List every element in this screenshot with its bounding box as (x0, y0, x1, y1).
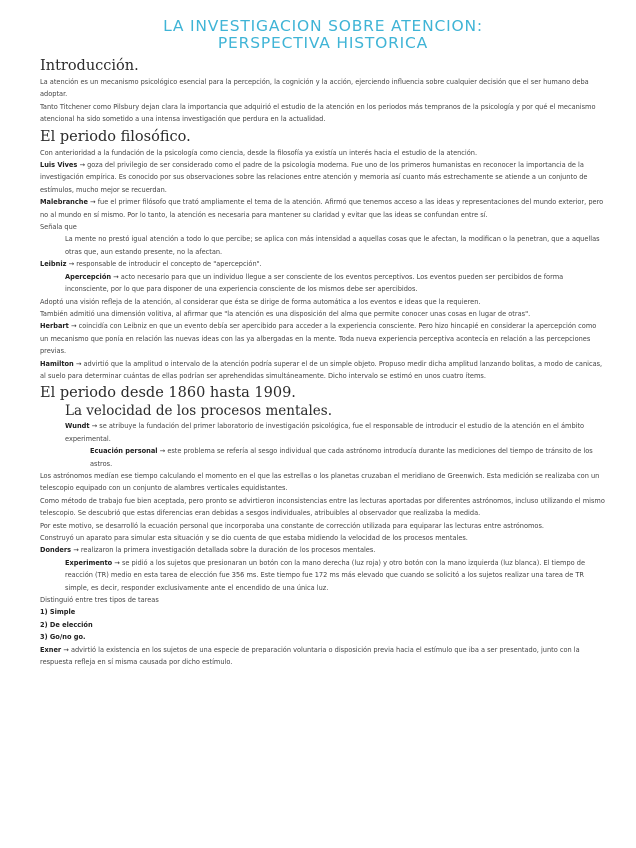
arrow-icon: → (75, 359, 82, 368)
arrow-icon: → (114, 558, 120, 567)
wundt-text: se atribuye la fundación del primer laboratorio de investigación psicológica, fue el responsable de introducir el estudio de la atención en el ámbito experimental. (65, 422, 585, 443)
hamilton-text: advirtió que la amplitud o intervalo de la atención podría superar el de un simple objeto. Propuso medir dicha amplitud lanzando bolitas, a modo de canicas, al suelo para determinar cuántas de ellas podrían ser aprehendidas simultáneamente. Dicho intervalo se estimó en unos cuatro ítems. (40, 359, 603, 380)
term-apercepcion: Apercepción (65, 272, 112, 281)
distinguio-label: Distinguió entre tres tipos de tareas (40, 596, 159, 605)
astro-paragraph-3: Por este motivo, se desarrolló la ecuación personal que incorporaba una constante de corrección utilizada para equiparar las lecturas entre astrónomos. (40, 521, 544, 530)
subheading-velocidad: La velocidad de los procesos mentales. (65, 403, 332, 420)
experimento-text: se pidió a los sujetos que presionaran un botón con la mano derecha (luz roja) y otro botón con la mano izquierda (luz blanca). El tiempo de reacción (TR) medio en esta tarea de elección fue 356 ms. Este tiempo fue 172 ms más elevado que cuando se solicitó a los sujetos realizar una tarea de TR simple, es decir, responder exclusivamente ante el encendido de una única luz. (65, 558, 586, 592)
malebranche-paragraph (40, 196, 606, 221)
exner-text: advirtió la existencia en los sujetos de una especie de preparación voluntaria o disposición previa hacia el estímulo que iba a ser presentado, junto con la respuesta refleja en sí misma causada por dicho estímulo. (40, 645, 580, 667)
ecuacion-paragraph (40, 445, 606, 470)
vives-paragraph (40, 159, 606, 196)
apercepcion-text: acto necesario para que un individuo llegue a ser consciente de los eventos perceptivos. Los eventos pueden ser percibidos de forma inconsciente, por lo que para disponer de una experiencia consciente de los mismos debe ser apercibidos. (65, 272, 564, 294)
arrow-icon: → (159, 447, 166, 456)
arrow-icon: → (79, 161, 85, 170)
term-donders: Donders (40, 546, 72, 555)
leibniz-paragraph (40, 258, 606, 270)
intro-paragraph-1: La atención es un mecanismo psicológico esencial para la percepción, la cognición y la acción, ejerciendo influencia sobre cualquier decisión que el ser humano deba adoptar. (40, 78, 589, 99)
arrow-icon: → (73, 546, 79, 555)
term-wundt: Wundt (65, 422, 90, 431)
title-line-1: LA INVESTIGACION SOBRE ATENCION: (163, 17, 483, 35)
term-herbart: Herbart (40, 322, 69, 331)
astro-paragraph-2: Como método de trabajo fue bien aceptada, pero pronto se advirtieron inconsistencias entre las lecturas aportadas por diferentes astrónomos, incluso utilizando el mismo telescopio. Se descubrió que estas diferencias eran debidas a sesgos individuales, atribuibles al observador que realizaba la medida. (40, 496, 605, 518)
heading-periodo-filosofico: El periodo filosófico. (40, 128, 191, 145)
term-hamilton: Hamilton (40, 359, 74, 368)
arrow-icon: → (113, 272, 119, 281)
task-type-2: 2) De elección (40, 620, 93, 629)
senala-label: Señala que (40, 223, 77, 232)
experimento-paragraph (40, 557, 606, 594)
leibniz-paragraph-3: También admitió una dimensión volitiva, al afirmar que "la atención es una disposición del alma que permite conocer unas cosas en lugar de otras". (40, 309, 531, 318)
herbart-paragraph (40, 320, 606, 357)
herbart-text: coincidía con Leibniz en que un evento debía ser apercibido para acceder a la experiencia consciente. Pero hizo hincapié en considerar la apercepción como un mecanismo que ponía en relación las nuevas ideas con las ya albergadas en la mente. Toda nueva experiencia perceptiva acontecía en relación a las percepciones previas. (40, 322, 597, 356)
arrow-icon: → (90, 198, 96, 207)
leibniz-text: responsable de introducir el concepto de "apercepción". (76, 260, 262, 269)
task-type-3: 3) Go/no go. (40, 633, 86, 642)
arrow-icon: → (91, 422, 98, 431)
heading-introduccion: Introducción. (40, 58, 139, 74)
hamilton-paragraph (40, 358, 606, 383)
vives-text: goza del privilegio de ser considerado como el padre de la psicología moderna. Fue uno de los primeros humanistas en reconocer la importancia de la investigación empírica. Es conocido por sus observaciones sobre las relaciones entre atención y memoria así cuanto más estrechamente se atiende a un conjunto de estímulos, mucho mejor se recuerdan. (40, 161, 588, 194)
heading-periodo-1860-1909: El periodo desde 1860 hasta 1909. (40, 385, 296, 402)
astro-paragraph-4: Construyó un aparato para simular esta situación y se dio cuenta de que estaba midiendo la velocidad de los procesos mentales. (40, 534, 468, 542)
malebranche-text: fue el primer filósofo que trató ampliamente el tema de la atención. Afirmó que tenemos acceso a las ideas y representaciones del mundo exterior, pero no al mundo en sí mismo. Por lo tanto, la atención es necesaria para mantener su claridad y evitar que las ideas se confundan entre sí. (40, 198, 604, 219)
term-luis-vives: Luis Vives (40, 161, 78, 170)
term-experimento: Experimento (65, 558, 113, 567)
arrow-icon: → (63, 645, 69, 654)
ecuacion-text: este problema se refería al sesgo individual que cada astrónomo introducía durante las mediciones del tiempo de tránsito de los astros. (90, 447, 593, 468)
term-ecuacion-personal: Ecuación personal (90, 447, 158, 456)
term-leibniz: Leibniz (40, 260, 67, 269)
filosofico-paragraph-1: Con anterioridad a la fundación de la psicología como ciencia, desde la filosofía ya existía un interés hacia el estudio de la atención. (40, 148, 478, 157)
term-malebranche: Malebranche (40, 198, 88, 207)
title-line-2: PERSPECTIVA HISTORICA (217, 34, 429, 52)
donders-text: realizaron la primera investigación detallada sobre la duración de los procesos mentales. (80, 546, 376, 555)
exner-paragraph (40, 644, 606, 669)
arrow-icon: → (68, 260, 75, 269)
donders-paragraph (40, 544, 606, 556)
intro-paragraph-2: Tanto Titchener como Pilsbury dejan clara la importancia que adquirió el estudio de la atención en los periodos más tempranos de la psicología y por qué el mecanismo atencional ha sido sometido a una intensa investigación que perdura en la actualidad. (40, 102, 596, 124)
wundt-paragraph (40, 420, 606, 445)
arrow-icon: → (70, 322, 77, 331)
task-type-1: 1) Simple (40, 608, 76, 617)
document-title (40, 18, 606, 52)
term-exner: Exner (40, 645, 62, 654)
leibniz-paragraph-2: Adoptó una visión refleja de la atención, al considerar que ésta se dirige de forma automática a los eventos e ideas que la requieren. (40, 297, 481, 306)
apercepcion-paragraph (40, 271, 606, 296)
astro-paragraph-1: Los astrónomos medían ese tiempo calculando el momento en el que las estrellas o los planetas cruzaban el meridiano de Greenwich. Esta medición se realizaba con un telescopio equipado con un conjunto de alambres verticales equidistantes. (40, 471, 600, 493)
malebranche-quote: La mente no prestó igual atención a todo lo que percibe; se aplica con más intensidad a aquellas cosas que le afectan, la modifican o la penetran, que a aquellas otras que, aun estando presente, no la afectan. (65, 235, 600, 256)
